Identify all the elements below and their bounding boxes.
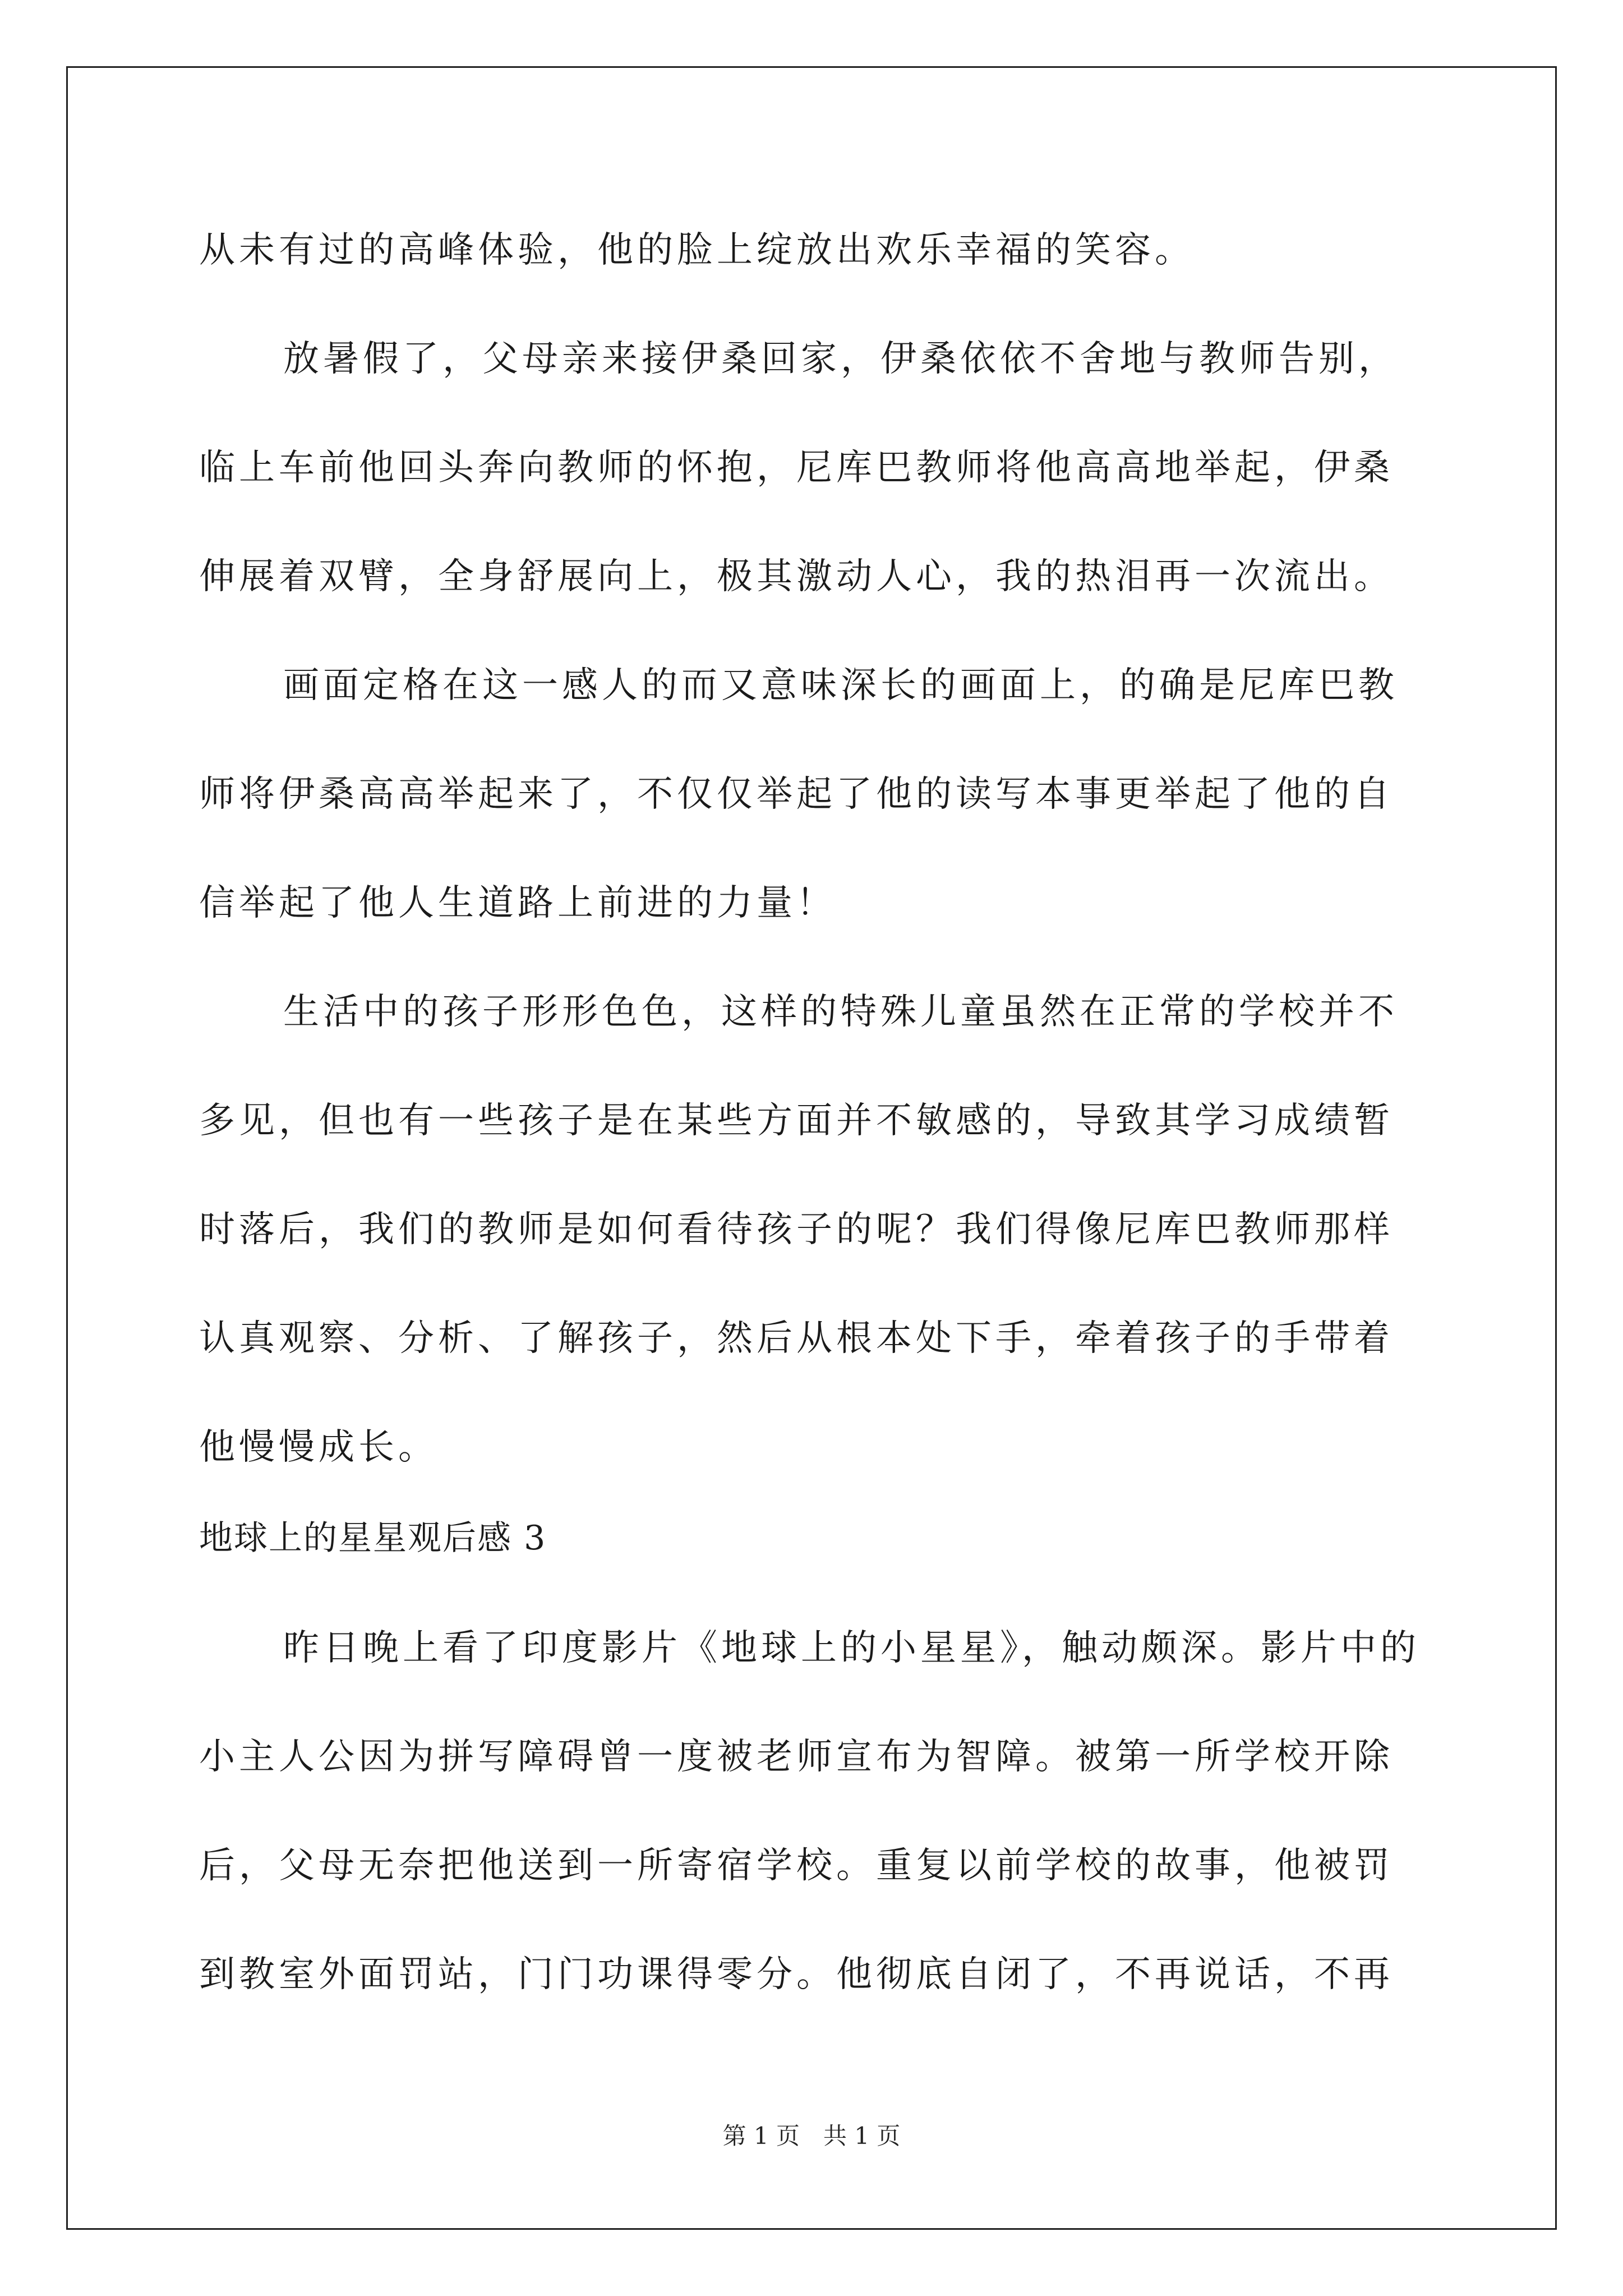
paragraph-line-3: 临上车前他回头奔向教师的怀抱，尼库巴教师将他高高地举起，伊桑: [199, 447, 1394, 489]
paragraph-line-8: 生活中的孩子形形色色，这样的特殊儿童虽然在正常的学校并不: [283, 991, 1398, 1033]
paragraph-line-13: 昨日晚上看了印度影片《地球上的小星星》，触动颇深。影片中的: [283, 1627, 1420, 1669]
paragraph-line-10: 时落后，我们的教师是如何看待孩子的呢？我们得像尼库巴教师那样: [199, 1209, 1394, 1250]
paragraph-line-6: 师将伊桑高高举起来了，不仅仅举起了他的读写本事更举起了他的自: [199, 774, 1394, 815]
paragraph-line-7: 信举起了他人生道路上前进的力量！: [199, 882, 836, 924]
paragraph-line-16: 到教室外面罚站，门门功课得零分。他彻底自闭了，不再说话，不再: [199, 1954, 1394, 1995]
paragraph-line-15: 后，父母无奈把他送到一所寄宿学校。重复以前学校的故事，他被罚: [199, 1845, 1394, 1887]
paragraph-line-2: 放暑假了，父母亲来接伊桑回家，伊桑依依不舍地与教师告别，: [283, 338, 1398, 380]
paragraph-line-9: 多见，但也有一些孩子是在某些方面并不敏感的，导致其学习成绩暂: [199, 1100, 1394, 1142]
paragraph-line-4: 伸展着双臂，全身舒展向上，极其激动人心，我的热泪再一次流出。: [199, 556, 1394, 597]
page-border: [66, 66, 1557, 2230]
paragraph-line-5: 画面定格在这一感人的而又意味深长的画面上，的确是尼库巴教: [283, 665, 1398, 706]
paragraph-line-11: 认真观察、分析、了解孩子，然后从根本处下手，牵着孩子的手带着: [199, 1318, 1394, 1359]
page-number-footer: 第 1 页 共 1 页: [722, 2122, 901, 2150]
paragraph-line-12: 他慢慢成长。: [199, 1427, 438, 1468]
section-heading: 地球上的星星观后感 3: [199, 1519, 547, 1558]
paragraph-line-1: 从未有过的高峰体验，他的脸上绽放出欢乐幸福的笑容。: [199, 229, 1195, 271]
paragraph-line-14: 小主人公因为拼写障碍曾一度被老师宣布为智障。被第一所学校开除: [199, 1736, 1394, 1778]
